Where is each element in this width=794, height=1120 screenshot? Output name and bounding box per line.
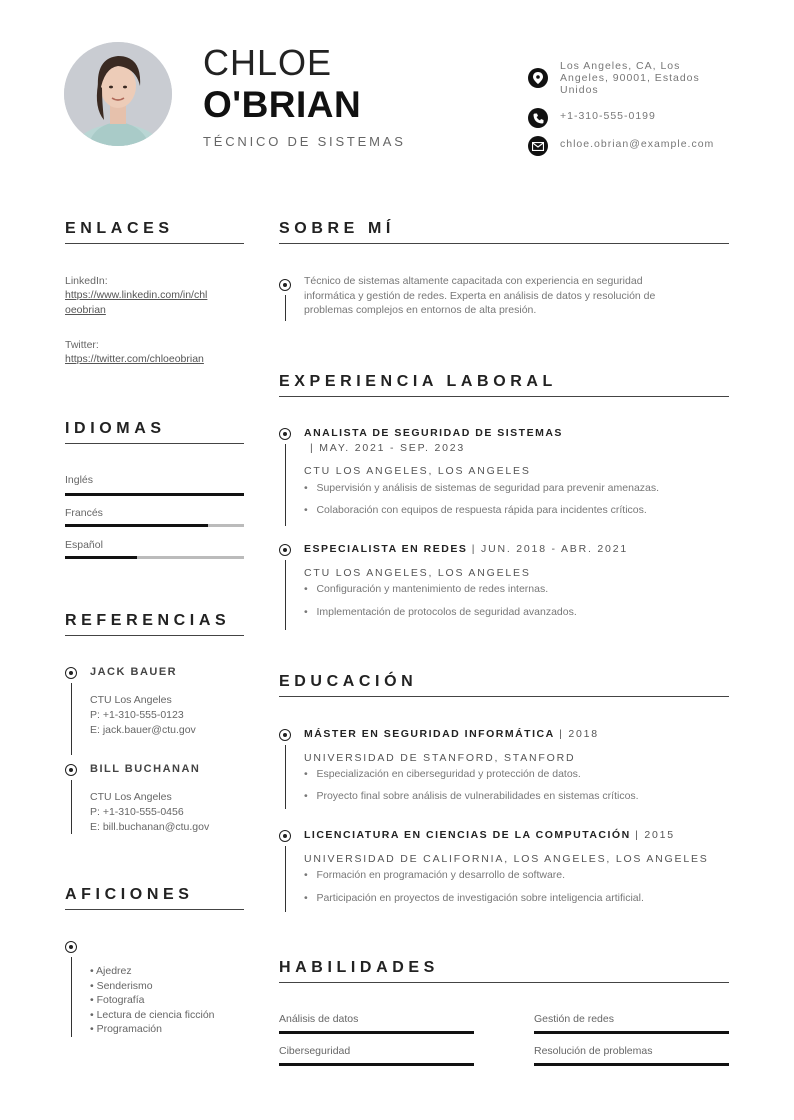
language-name: Español <box>65 539 103 551</box>
section-rule <box>279 696 729 697</box>
contact-phone: +1-310-555-0199 <box>560 110 656 122</box>
timeline-dot <box>279 279 291 291</box>
portrait-photo <box>64 42 172 146</box>
contact-address <box>560 60 730 96</box>
hobby-item: • Senderismo <box>90 980 153 992</box>
name-last: O'BRIAN <box>203 84 362 125</box>
hobby-item: • Programación <box>90 1023 162 1035</box>
name-first: CHLOE <box>203 42 333 83</box>
skill-name: Gestión de redes <box>534 1013 614 1025</box>
job-bullet: • Implementación de protocolos de seguridad avanzados. <box>304 606 577 618</box>
address-line-2: Angeles, 90001, Estados <box>560 72 700 84</box>
reference-email: E: jack.bauer@ctu.gov <box>90 724 196 736</box>
timeline-line <box>285 444 286 526</box>
degree-bullet: • Especialización en ciberseguridad y protección de datos. <box>304 768 581 780</box>
school-name: UNIVERSIDAD DE CALIFORNIA, LOS ANGELES, LOS ANGELES <box>304 853 709 865</box>
degree-line <box>304 829 675 841</box>
linkedin-link-line-2[interactable]: oeobrian <box>65 303 106 316</box>
degree-year: | 2018 <box>559 728 599 740</box>
skill-bar <box>534 1063 729 1066</box>
bullet-text: Participación en proyectos de investigación sobre inteligencia artificial. <box>316 892 644 904</box>
timeline-dot <box>65 941 77 953</box>
skill-name: Resolución de problemas <box>534 1045 653 1057</box>
job-dates: | JUN. 2018 - ABR. 2021 <box>471 543 628 555</box>
job-bullet: • Configuración y mantenimiento de redes internas. <box>304 583 549 595</box>
job-role: ESPECIALISTA EN REDES <box>304 543 468 555</box>
avatar <box>64 42 172 146</box>
degree-bullet: • Participación en proyectos de investigación sobre inteligencia artificial. <box>304 892 644 904</box>
language-level-fill <box>65 524 208 527</box>
reference-company: CTU Los Angeles <box>90 694 172 706</box>
timeline-line <box>285 745 286 809</box>
degree-bullet: • Proyecto final sobre análisis de vulnerabilidades en sistemas críticos. <box>304 790 639 802</box>
job-role-line <box>304 543 628 555</box>
skill-bar <box>279 1031 474 1034</box>
timeline-dot <box>65 667 77 679</box>
about-line: informática y gestión de redes. Experta en análisis de datos y resolución de <box>304 289 656 302</box>
reference-name: JACK BAUER <box>90 666 178 678</box>
contact-email: chloe.obrian@example.com <box>560 138 715 150</box>
timeline-dot <box>279 544 291 556</box>
language-level-bar <box>65 493 244 496</box>
bullet-text: Colaboración con equipos de respuesta rápida para incidentes críticos. <box>316 504 647 516</box>
section-title-referencias: REFERENCIAS <box>65 612 231 629</box>
reference-phone: P: +1-310-555-0123 <box>90 709 184 721</box>
skill-bar <box>279 1063 474 1066</box>
about-line: Técnico de sistemas altamente capacitada con experiencia en seguridad <box>304 275 643 287</box>
twitter-label: Twitter: <box>65 339 99 351</box>
section-rule <box>65 243 244 244</box>
job-company: CTU LOS ANGELES, LOS ANGELES <box>304 567 531 579</box>
address-line-1: Los Angeles, CA, Los <box>560 60 681 72</box>
timeline-dot <box>279 428 291 440</box>
language-level-bar <box>65 524 244 527</box>
bullet-text: Proyecto final sobre análisis de vulnerabilidades en sistemas críticos. <box>316 790 639 802</box>
timeline-line <box>285 846 286 912</box>
section-rule <box>65 909 244 910</box>
about-line: problemas complejos en entornos de alta presión. <box>304 304 537 316</box>
job-dates: | MAY. 2021 - SEP. 2023 <box>310 442 466 454</box>
bullet-text: Supervisión y análisis de sistemas de seguridad para prevenir amenazas. <box>316 482 660 494</box>
language-name: Inglés <box>65 474 94 486</box>
section-title-sobre-mi: SOBRE MÍ <box>279 220 395 237</box>
phone-icon <box>528 108 548 128</box>
degree-line <box>304 728 599 740</box>
skill-name: Ciberseguridad <box>279 1045 351 1057</box>
job-bullet: • Colaboración con equipos de respuesta rápida para incidentes críticos. <box>304 504 647 516</box>
section-rule <box>65 635 244 636</box>
timeline-line <box>71 957 72 1037</box>
timeline-line <box>285 560 286 630</box>
reference-name: BILL BUCHANAN <box>90 763 201 775</box>
about-text <box>304 274 655 318</box>
section-rule <box>279 243 729 244</box>
bullet-text: Especialización en ciberseguridad y protección de datos. <box>316 768 581 780</box>
email-icon <box>528 136 548 156</box>
reference-company: CTU Los Angeles <box>90 791 172 803</box>
linkedin-link-line-1[interactable]: https://www.linkedin.com/in/chl <box>65 289 208 301</box>
section-rule <box>279 396 729 397</box>
job-title: TÉCNICO DE SISTEMAS <box>203 134 406 149</box>
bullet-text: Implementación de protocolos de seguridad avanzados. <box>316 606 577 618</box>
skill-bar <box>534 1031 729 1034</box>
hobby-item: • Fotografía <box>90 994 145 1006</box>
timeline-dot <box>279 830 291 842</box>
linkedin-link[interactable] <box>65 288 207 317</box>
job-role: ANALISTA DE SEGURIDAD DE SISTEMAS <box>304 427 563 439</box>
section-title-educacion: EDUCACIÓN <box>279 673 418 690</box>
timeline-dot <box>65 764 77 776</box>
language-name: Francés <box>65 507 103 519</box>
school-name: UNIVERSIDAD DE STANFORD, STANFORD <box>304 752 576 764</box>
reference-email: E: bill.buchanan@ctu.gov <box>90 821 210 833</box>
section-title-experiencia: EXPERIENCIA LABORAL <box>279 373 557 390</box>
section-title-aficiones: AFICIONES <box>65 886 194 903</box>
language-level-fill <box>65 556 137 559</box>
degree-year: | 2015 <box>635 829 675 841</box>
job-bullet: • Supervisión y análisis de sistemas de seguridad para prevenir amenazas. <box>304 482 660 494</box>
timeline-dot <box>279 729 291 741</box>
timeline-line <box>71 780 72 834</box>
degree-bullet: • Formación en programación y desarrollo de software. <box>304 869 566 881</box>
section-rule <box>279 982 729 983</box>
bullet-text: Formación en programación y desarrollo de software. <box>316 869 566 881</box>
section-title-habilidades: HABILIDADES <box>279 959 439 976</box>
language-level-fill <box>65 493 244 496</box>
section-title-enlaces: ENLACES <box>65 220 174 237</box>
twitter-link[interactable]: https://twitter.com/chloeobrian <box>65 353 204 365</box>
section-title-idiomas: IDIOMAS <box>65 420 166 437</box>
linkedin-label: LinkedIn: <box>65 275 108 287</box>
reference-phone: P: +1-310-555-0456 <box>90 806 184 818</box>
language-level-bar <box>65 556 244 559</box>
location-pin-icon <box>528 68 548 88</box>
address-line-3: Unidos <box>560 84 599 96</box>
degree-title: MÁSTER EN SEGURIDAD INFORMÁTICA <box>304 728 555 740</box>
timeline-line <box>71 683 72 755</box>
timeline-line <box>285 295 286 321</box>
section-rule <box>65 443 244 444</box>
skill-name: Análisis de datos <box>279 1013 359 1025</box>
hobby-item: • Ajedrez <box>90 965 132 977</box>
degree-title: LICENCIATURA EN CIENCIAS DE LA COMPUTACIÓN <box>304 829 631 841</box>
bullet-text: Configuración y mantenimiento de redes internas. <box>316 583 549 595</box>
job-company: CTU LOS ANGELES, LOS ANGELES <box>304 465 531 477</box>
hobby-item: • Lectura de ciencia ficción <box>90 1009 215 1021</box>
